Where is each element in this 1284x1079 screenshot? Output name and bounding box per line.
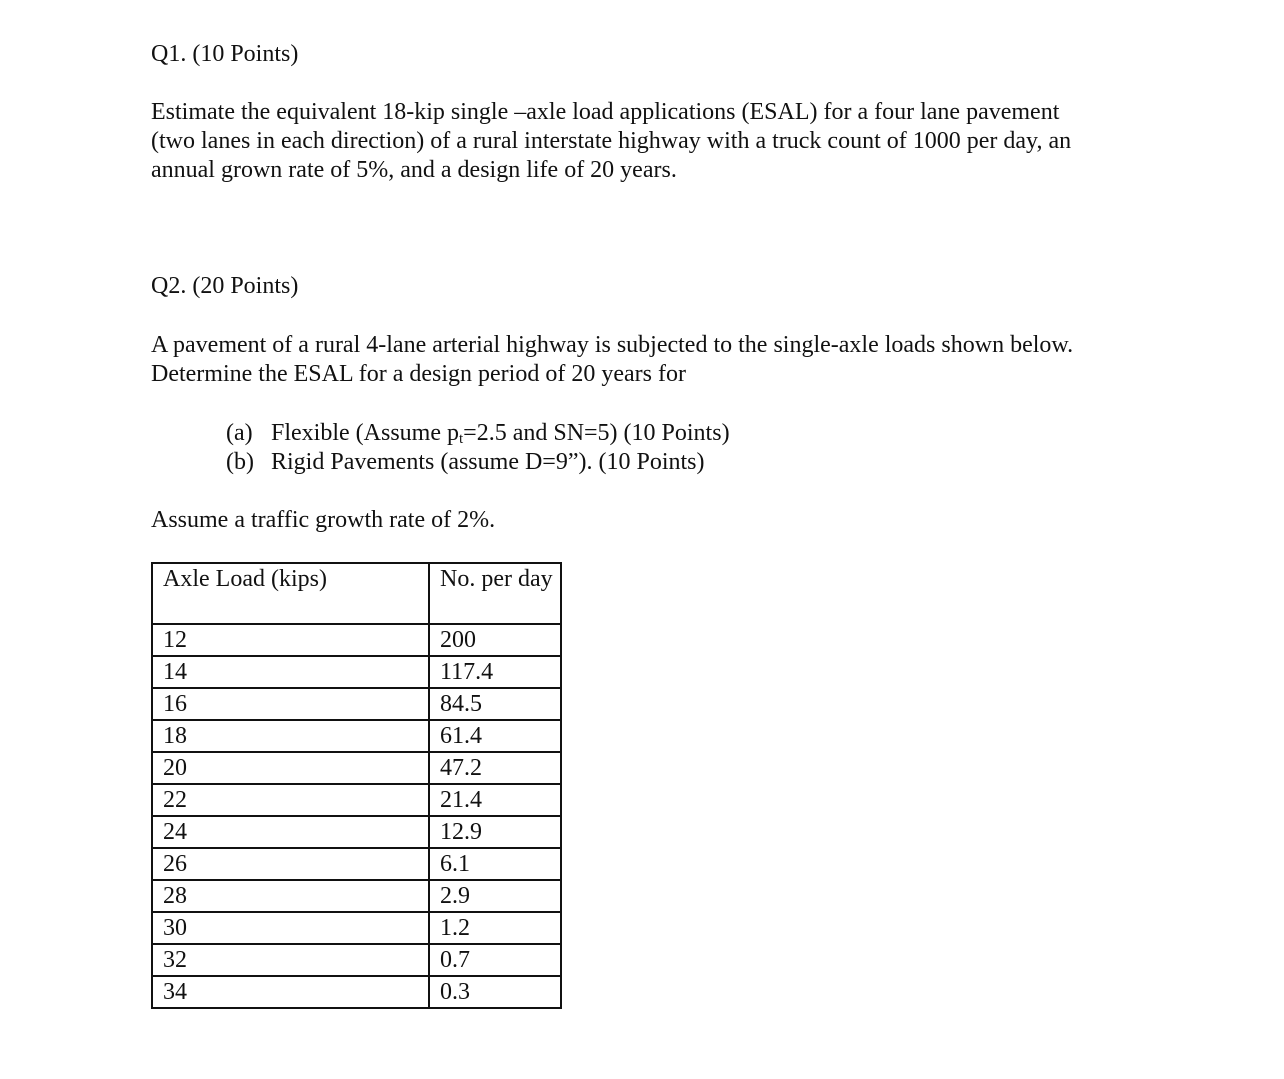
- q1-problem-text: [151, 98, 1071, 185]
- axle-load-cell: 32: [152, 944, 429, 976]
- table-row: [152, 848, 561, 880]
- axle-load-cell: 24: [152, 816, 429, 848]
- number-per-day-cell: 61.4: [429, 720, 561, 752]
- part-a-text-end: =2.5 and SN=5) (10 Points): [463, 420, 730, 446]
- axle-load-cell: 20: [152, 752, 429, 784]
- axle-load-cell: 34: [152, 976, 429, 1008]
- number-per-day-cell: 200: [429, 624, 561, 656]
- axle-load-cell: 26: [152, 848, 429, 880]
- part-a-subscript: t: [458, 431, 464, 447]
- number-per-day-cell: 6.1: [429, 848, 561, 880]
- table-body: [152, 624, 561, 1008]
- table-row: [152, 624, 561, 656]
- number-per-day-cell: 0.3: [429, 976, 561, 1008]
- number-per-day-cell: 84.5: [429, 688, 561, 720]
- axle-load-cell: 16: [152, 688, 429, 720]
- q1-line: (two lanes in each direction) of a rural interstate highway with a truck count of 1000 per day, an: [151, 128, 1072, 154]
- axle-load-cell: 14: [152, 656, 429, 688]
- table-row: [152, 880, 561, 912]
- table-row: [152, 816, 561, 848]
- table-row: [152, 720, 561, 752]
- growth-rate-note: Assume a traffic growth rate of 2%.: [151, 507, 496, 533]
- q1-heading: Q1. (10 Points): [151, 41, 299, 67]
- number-per-day-cell: 12.9: [429, 816, 561, 848]
- number-per-day-cell: 21.4: [429, 784, 561, 816]
- axle-load-cell: 12: [152, 624, 429, 656]
- table-row: [152, 784, 561, 816]
- axle-load-cell: 28: [152, 880, 429, 912]
- part-b-label: (b): [226, 449, 254, 475]
- table-row: [152, 944, 561, 976]
- q2-line: Determine the ESAL for a design period of 20 years for: [151, 361, 686, 387]
- header-axle-load: Axle Load (kips): [152, 563, 429, 624]
- q2-problem-text: [151, 331, 1073, 389]
- table-row: [152, 688, 561, 720]
- q2-heading: Q2. (20 Points): [151, 273, 299, 299]
- q2-part-a: [226, 419, 730, 448]
- part-a-text: [271, 420, 730, 446]
- axle-load-cell: 30: [152, 912, 429, 944]
- number-per-day-cell: 47.2: [429, 752, 561, 784]
- header-number-per-day: No. per day: [429, 563, 561, 624]
- number-per-day-cell: 2.9: [429, 880, 561, 912]
- number-per-day-cell: 1.2: [429, 912, 561, 944]
- axle-load-cell: 18: [152, 720, 429, 752]
- axle-load-table: [151, 562, 562, 1009]
- number-per-day-cell: 117.4: [429, 656, 561, 688]
- part-b-text: Rigid Pavements (assume D=9”). (10 Points): [271, 449, 705, 475]
- q2-line: A pavement of a rural 4-lane arterial highway is subjected to the single-axle loads shown below.: [151, 332, 1074, 358]
- table-row: [152, 656, 561, 688]
- number-per-day-cell: 0.7: [429, 944, 561, 976]
- part-a-label: (a): [226, 420, 253, 446]
- axle-load-cell: 22: [152, 784, 429, 816]
- part-a-text-start: Flexible (Assume p: [271, 420, 459, 446]
- q1-line: annual grown rate of 5%, and a design life of 20 years.: [151, 157, 677, 183]
- table-row: [152, 752, 561, 784]
- table-header-row: [152, 563, 561, 624]
- q1-line: Estimate the equivalent 18-kip single –axle load applications (ESAL) for a four lane pavement: [151, 99, 1060, 125]
- q2-parts-list: [226, 419, 730, 477]
- table-row: [152, 912, 561, 944]
- table-row: [152, 976, 561, 1008]
- q2-part-b: [226, 448, 730, 477]
